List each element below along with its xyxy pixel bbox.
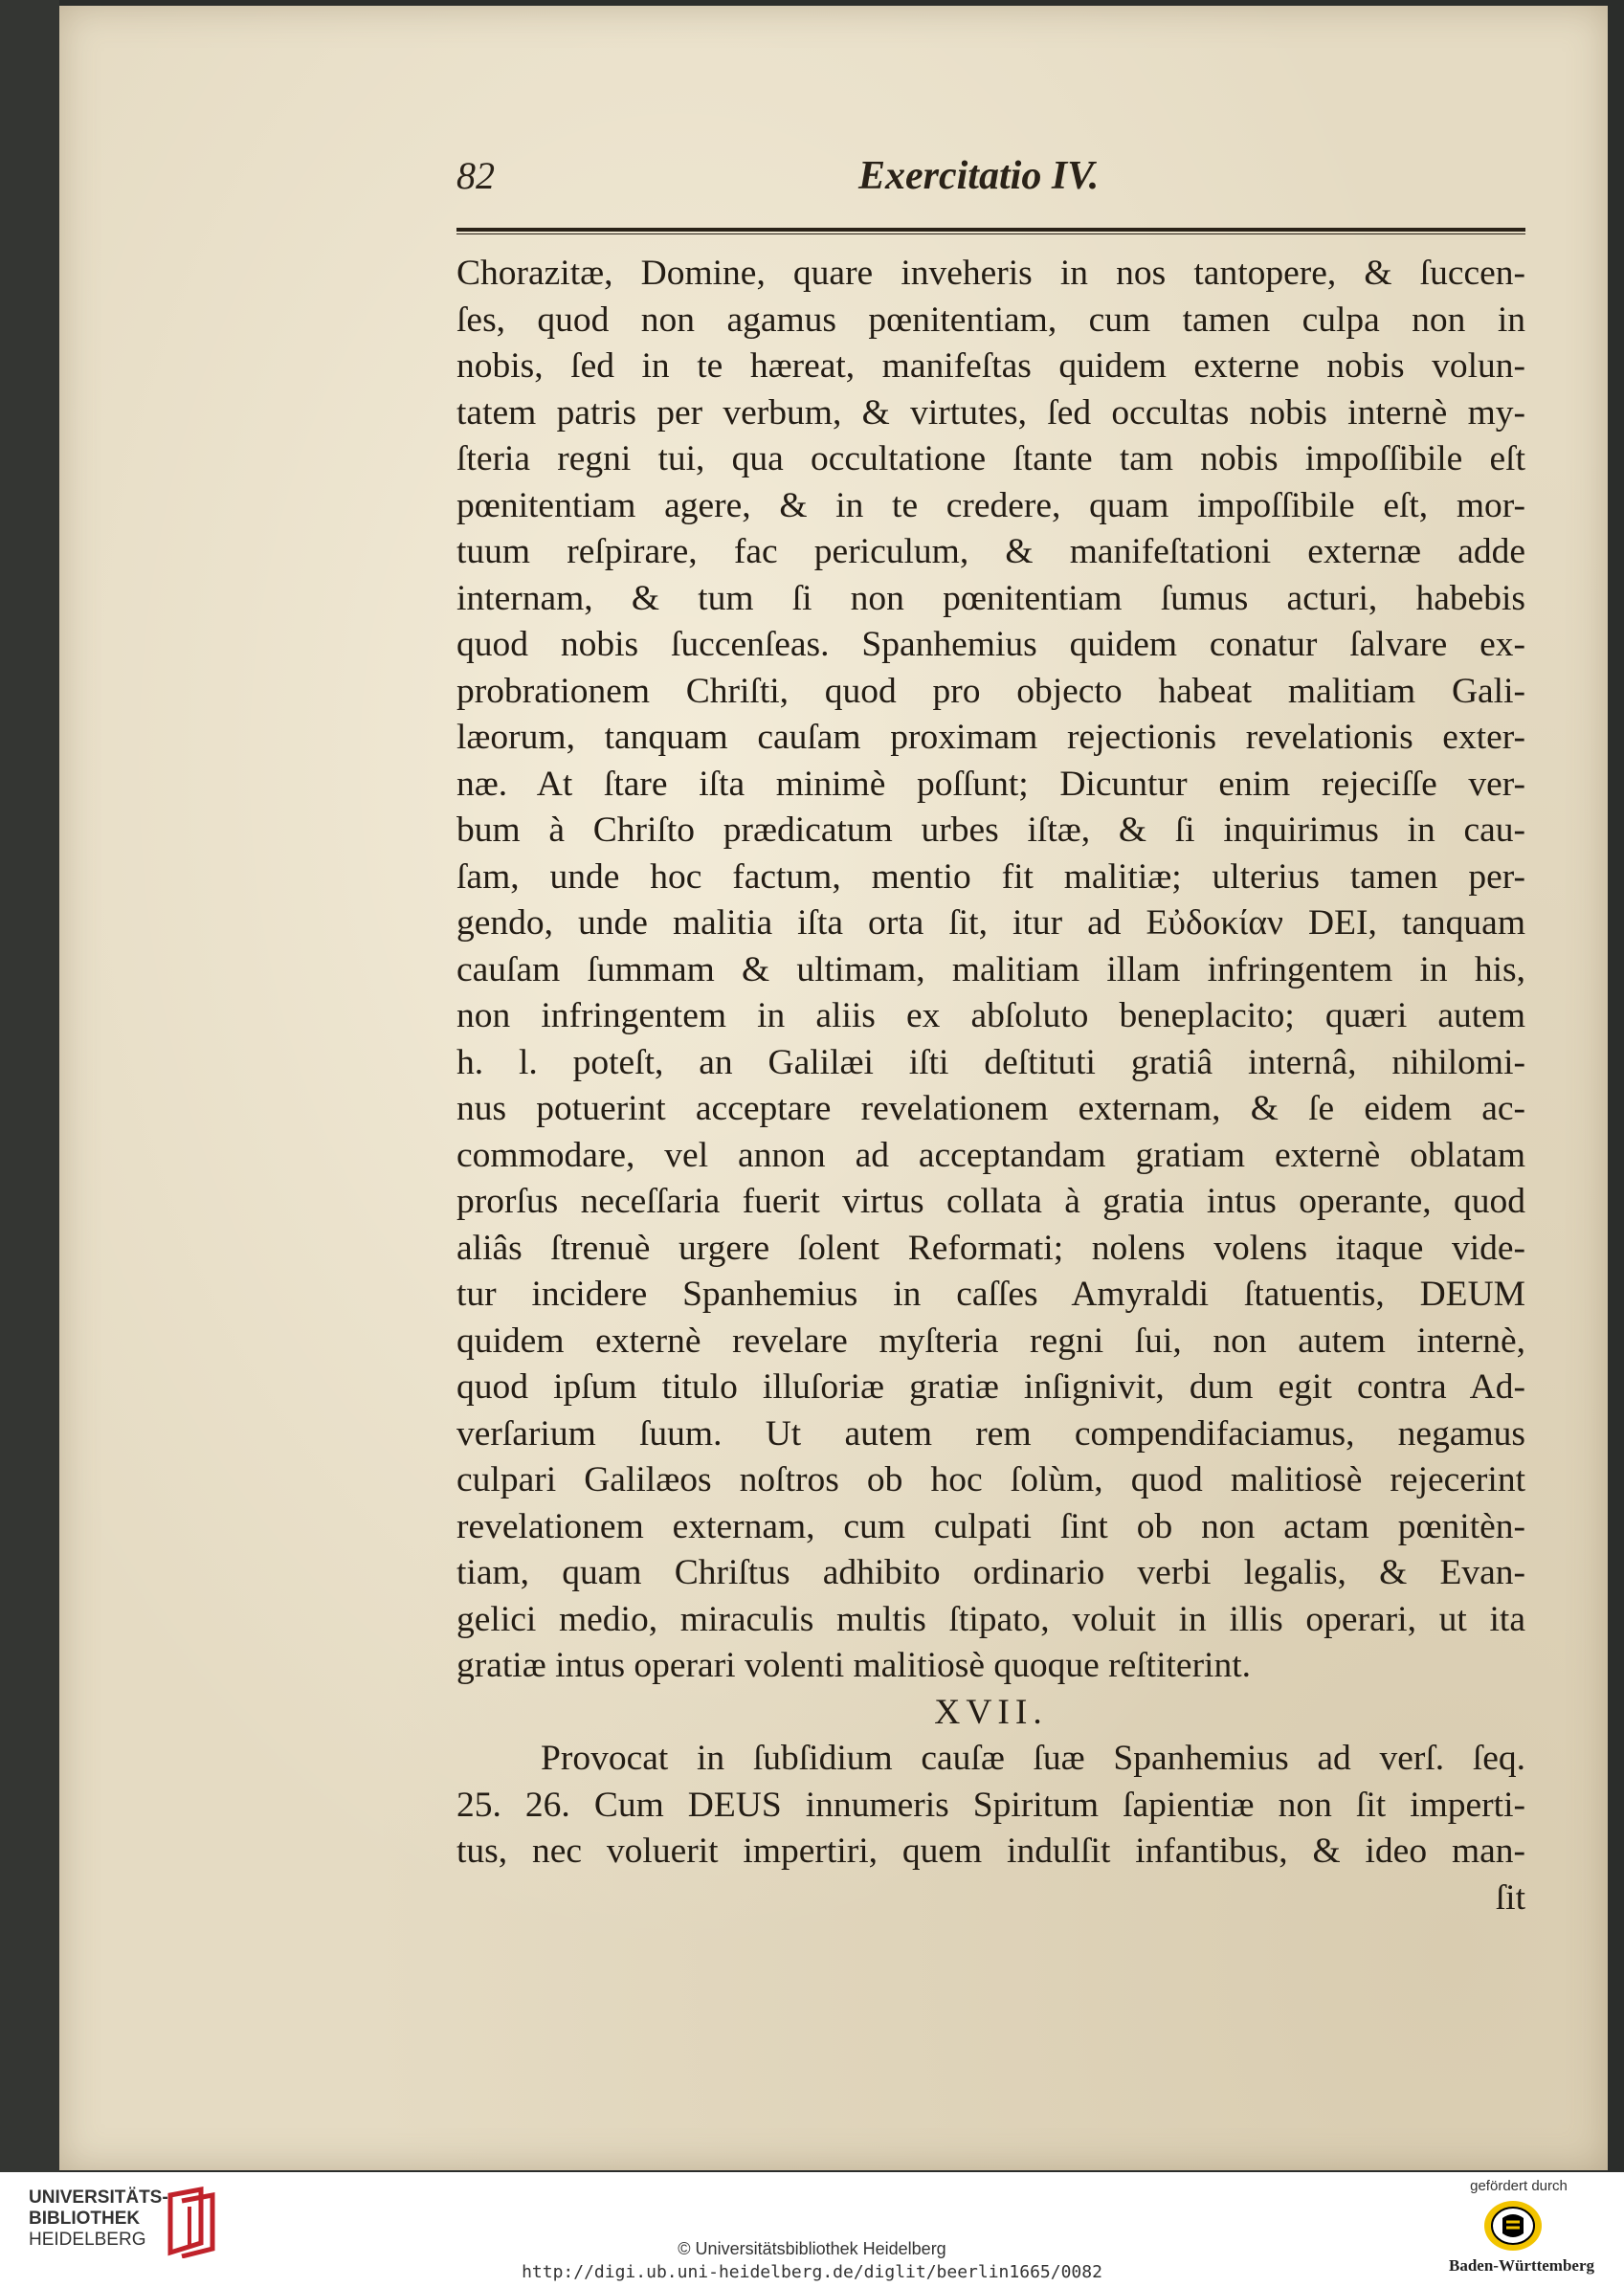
text-line: ſteria regni tui, qua occultatione ſtante tam nobis impoſſibile eſt (456, 439, 1525, 478)
text-line: revelationem externam, cum culpati ſint ob non actam pœnitèn- (456, 1506, 1525, 1546)
section-number: XVII. (934, 1692, 1048, 1732)
text-line: quod ipſum titulo illuſoriæ gratiæ inſignivit, dum egit contra Ad- (456, 1367, 1525, 1407)
baden-wuerttemberg-emblem-icon (1483, 2199, 1543, 2253)
sponsor-name: Baden-Württemberg (1448, 2256, 1595, 2275)
text-line: læorum, tanquam cauſam proximam rejectionis revelationis exter- (456, 718, 1525, 757)
text-line: ſam, unde hoc factum, mentio fit malitiæ; ulterius tamen per- (456, 856, 1525, 897)
text-line: pœnitentiam agere, & in te credere, quam impoſſibile eſt, mor- (456, 485, 1525, 525)
library-name-line: UNIVERSITÄTS- (29, 2187, 168, 2208)
text-line: Provocat in ſubſidium cauſæ ſuæ Spanhemius ad verſ. ſeq. (541, 1739, 1525, 1778)
text-line: tus, nec voluerit impertiri, quem indulſit infantibus, & ideo man- (456, 1832, 1525, 1871)
text-line: nus potuerint acceptare revelationem externam, & ſe eidem ac- (456, 1089, 1525, 1128)
text-line: tur incidere Spanhemius in caſſes Amyraldi ſtatuentis, DEUM (456, 1275, 1525, 1314)
text-block (456, 251, 1525, 1921)
text-line: gratiæ intus operari volenti malitiosè quoque reſtiterint. (456, 1646, 1252, 1685)
text-line: aliâs ſtrenuè urgere ſolent Reformati; nolens volens itaque vide- (456, 1228, 1525, 1268)
text-line: bum à Chriſto prædicatum urbes iſtæ, & ſi inquirimus in cau- (456, 810, 1525, 850)
text-line: quidem externè revelare myſteria regni ſui, non autem internè, (456, 1321, 1525, 1361)
text-line: tiam, quam Chriſtus adhibito ordinario verbi legalis, & Evan- (456, 1553, 1525, 1592)
running-title: Exercitatio IV. (858, 154, 1100, 198)
library-name-line: BIBLIOTHEK (29, 2209, 141, 2229)
text-line: ſes, quod non agamus pœnitentiam, cum tamen culpa non in (456, 300, 1525, 340)
header-rule (456, 228, 1525, 234)
text-line: tuum reſpirare, fac periculum, & manifeſtationi externæ adde (456, 532, 1525, 571)
text-line: 25. 26. Cum DEUS innumeris Spiritum ſapientiæ non ſit imperti- (456, 1785, 1525, 1825)
text-line: commodare, vel annon ad acceptandam gratiam externè oblatam (456, 1135, 1525, 1175)
page-header (456, 153, 1525, 211)
library-name-line: HEIDELBERG (29, 2230, 146, 2250)
text-line: Chorazitæ, Domine, quare inveheris in nos tantopere, & ſuccen- (456, 254, 1525, 293)
text-line: h. l. poteſt, an Galilæi iſti deſtituti gratiâ internâ, nihilomi- (456, 1042, 1525, 1082)
text-line: internam, & tum ſi non pœnitentiam ſumus acturi, habebis (456, 578, 1525, 618)
text-line: cauſam ſummam & ultimam, malitiam illam infringentem in his, (456, 949, 1525, 989)
permalink[interactable]: http://digi.ub.uni-heidelberg.de/diglit/beerlin1665/0082 (522, 2262, 1102, 2282)
text-line: probrationem Chriſti, quod pro objecto habeat malitiam Gali- (456, 671, 1525, 711)
viewer-margin (0, 0, 59, 2172)
viewer-footer (0, 2172, 1624, 2287)
text-line: gelici medio, miraculis multis ſtipato, voluit in illis operari, ut ita (456, 1599, 1525, 1639)
page-number: 82 (456, 154, 495, 197)
copyright-notice: © Universitätsbibliothek Heidelberg (678, 2239, 946, 2258)
catchword: ſit (1495, 1877, 1525, 1918)
text-line: næ. At ſtare iſta minimè poſſunt; Dicuntur enim rejeciſſe ver- (456, 764, 1525, 804)
text-line: quod nobis ſuccenſeas. Spanhemius quidem conatur ſalvare ex- (456, 625, 1525, 664)
text-line: culpari Galilæos noſtros ob hoc ſolùm, quod malitiosè rejecerint (456, 1460, 1525, 1499)
text-line: nobis, ſed in te hæreat, manifeſtas quidem externe nobis volun- (456, 346, 1525, 386)
text-line: prorſus neceſſaria fuerit virtus collata à gratia intus operante, quod (456, 1182, 1525, 1221)
text-line: tatem patris per verbum, & virtutes, ſed occultas nobis internè my- (456, 392, 1525, 433)
sponsor-label: gefördert durch (1470, 2178, 1568, 2194)
text-line: verſarium ſuum. Ut autem rem compendifaciamus, negamus (456, 1413, 1525, 1454)
text-line: non infringentem in aliis ex abſoluto beneplacito; quæri autem (456, 996, 1525, 1035)
text-line: gendo, unde malitia iſta orta ſit, itur ad Εὐδοκίαν DEI, tanquam (456, 903, 1525, 943)
